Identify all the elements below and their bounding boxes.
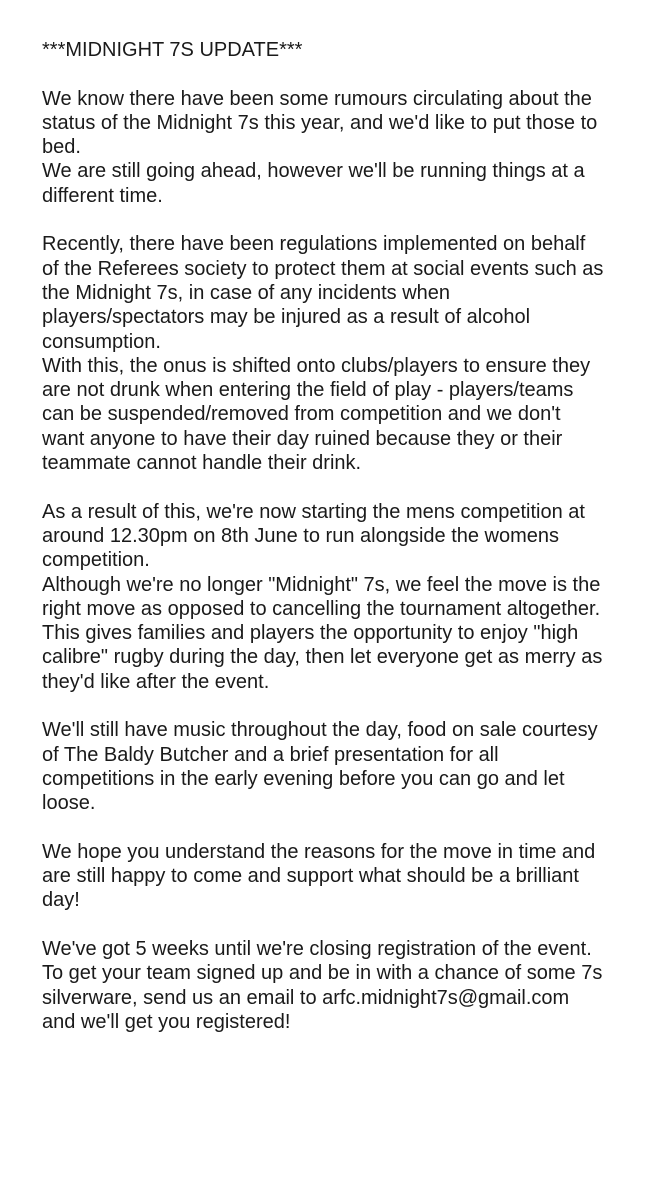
- title-line: ***MIDNIGHT 7S UPDATE***: [42, 39, 303, 61]
- paragraph-line: they'd like after the event.: [42, 670, 270, 693]
- paragraph-line: We are still going ahead, however we'll be running things at a: [42, 160, 585, 183]
- paragraph: [42, 87, 637, 208]
- paragraph-line: and we'll get you registered!: [42, 1010, 291, 1033]
- paragraph-line: loose.: [42, 792, 96, 815]
- paragraph-line: consumption.: [42, 330, 161, 353]
- paragraph-line: right move as opposed to cancelling the tournament altogether.: [42, 597, 601, 620]
- paragraph: [42, 500, 637, 694]
- paragraph-line: With this, the onus is shifted onto clubs/players to ensure they: [42, 354, 591, 377]
- paragraph-line: are not drunk when entering the field of play - players/teams: [42, 379, 574, 402]
- paragraph-line: want anyone to have their day ruined because they or their: [42, 427, 563, 450]
- paragraph-line: As a result of this, we're now starting the mens competition at: [42, 500, 585, 523]
- paragraph: [42, 937, 637, 1034]
- paragraph-line: Recently, there have been regulations implemented on behalf: [42, 233, 586, 256]
- paragraph-line: day!: [42, 889, 80, 912]
- paragraph-line: different time.: [42, 184, 163, 207]
- paragraph-line: teammate cannot handle their drink.: [42, 452, 362, 475]
- paragraph: [42, 232, 637, 475]
- paragraph-line: can be suspended/removed from competition and we don't: [42, 403, 561, 426]
- paragraph-line: status of the Midnight 7s this year, and we'd like to put those to: [42, 111, 598, 134]
- paragraph-line: To get your team signed up and be in with a chance of some 7s: [42, 962, 603, 985]
- paragraph-line: bed.: [42, 136, 81, 159]
- paragraphs-container: [42, 87, 637, 1035]
- paragraph-line: We hope you understand the reasons for the move in time and: [42, 840, 596, 863]
- paragraph-line: competitions in the early evening before you can go and let: [42, 767, 565, 790]
- paragraph-line: This gives families and players the opportunity to enjoy "high: [42, 622, 579, 645]
- paragraph-line: of the Referees society to protect them at social events such as: [42, 257, 604, 280]
- paragraph-line: of The Baldy Butcher and a brief presentation for all: [42, 743, 499, 766]
- paragraph-line: Although we're no longer "Midnight" 7s, we feel the move is the: [42, 573, 601, 596]
- paragraph-line: silverware, send us an email to arfc.midnight7s@gmail.com: [42, 986, 570, 1009]
- paragraph-line: calibre" rugby during the day, then let everyone get as merry as: [42, 646, 603, 669]
- paragraph-line: players/spectators may be injured as a result of alcohol: [42, 306, 531, 329]
- paragraph-line: the Midnight 7s, in case of any incidents when: [42, 281, 451, 304]
- paragraph-line: We know there have been some rumours circulating about the: [42, 87, 592, 110]
- paragraph: [42, 840, 637, 913]
- paragraph-line: around 12.30pm on 8th June to run alongside the womens: [42, 524, 560, 547]
- paragraph-line: We've got 5 weeks until we're closing registration of the event.: [42, 937, 592, 960]
- paragraph-line: are still happy to come and support what should be a brilliant: [42, 865, 579, 888]
- paragraph-line: We'll still have music throughout the day, food on sale courtesy: [42, 719, 598, 742]
- document-title: [42, 38, 637, 62]
- paragraph: [42, 718, 637, 815]
- paragraph-line: competition.: [42, 549, 150, 572]
